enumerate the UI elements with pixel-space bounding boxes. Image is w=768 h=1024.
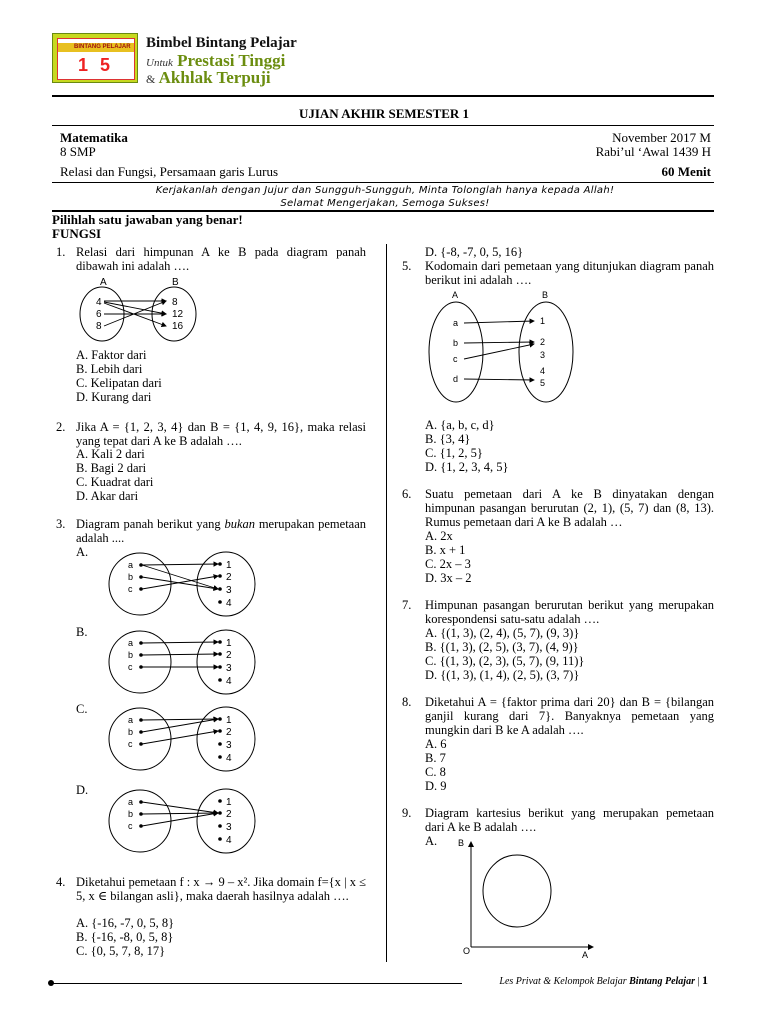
q5-option-b[interactable]: B. {3, 4} bbox=[425, 432, 471, 446]
q1-set-b-label: B bbox=[172, 277, 179, 288]
q3-arrow bbox=[142, 719, 218, 732]
q3-arrow bbox=[142, 731, 218, 744]
q3-codomain-item: 2 bbox=[226, 727, 232, 738]
q3-domain-item: b bbox=[128, 650, 134, 660]
q3-codomain-dot bbox=[218, 729, 222, 733]
q2-option-d[interactable]: D. Akar dari bbox=[76, 489, 139, 503]
q1-a-item: 8 bbox=[96, 321, 102, 332]
q4-option-c[interactable]: C. {0, 5, 7, 8, 17} bbox=[76, 944, 166, 958]
q7-number: 7. bbox=[402, 598, 412, 612]
q3-domain-item: c bbox=[128, 821, 133, 831]
q3-arrow bbox=[142, 642, 218, 643]
q6-option-b[interactable]: B. x + 1 bbox=[425, 543, 466, 557]
q3-codomain-item: 2 bbox=[226, 572, 232, 583]
q3-codomain-item: 2 bbox=[226, 650, 232, 661]
section-title: FUNGSI bbox=[52, 226, 102, 241]
q3-codomain-dot bbox=[218, 600, 222, 604]
q3-codomain-item: 2 bbox=[226, 809, 232, 820]
q5-a-item: b bbox=[453, 338, 459, 348]
q5-a-item: a bbox=[453, 318, 459, 328]
slogan-2: Selamat Mengerjakan, Semoga Sukses! bbox=[280, 198, 490, 209]
q1-option-c[interactable]: C. Kelipatan dari bbox=[76, 376, 162, 390]
q8-text: Diketahui A = {faktor prima dari 20} dan B = {bilangan ganjil kurang dari 7}. Banyaknya pemetaan yang mungkin dari B ke A adalah …. bbox=[425, 695, 714, 737]
q9-number: 9. bbox=[402, 806, 412, 820]
q1-b-item: 8 bbox=[172, 297, 178, 308]
q9-x-axis-label: A bbox=[582, 950, 589, 960]
q3-option-d[interactable]: D. bbox=[76, 783, 89, 797]
brand-tagline-2: & Akhlak Terpuji bbox=[146, 68, 271, 87]
q3-codomain-dot bbox=[218, 837, 222, 841]
q3-diagram-c bbox=[108, 706, 258, 772]
logo-text: BINTANG PELAJAR bbox=[74, 44, 131, 50]
q5-arrow-diagram bbox=[420, 288, 590, 408]
q3-codomain-dot bbox=[218, 665, 222, 669]
q1-b-item: 16 bbox=[172, 321, 184, 332]
q3-domain-item: b bbox=[128, 809, 134, 819]
q1-a-item: 6 bbox=[96, 309, 102, 320]
q3-arrow bbox=[142, 813, 218, 814]
q3-codomain-item: 3 bbox=[226, 822, 232, 833]
q3-domain-ellipse bbox=[109, 790, 171, 852]
q5-a-item: d bbox=[453, 374, 459, 384]
q8-option-c[interactable]: C. 8 bbox=[425, 765, 446, 779]
duration: 60 Menit bbox=[661, 164, 711, 179]
q4-option-a[interactable]: A. {-16, -7, 0, 5, 8} bbox=[76, 916, 175, 930]
q3-codomain-item: 1 bbox=[226, 715, 232, 726]
q3-codomain-dot bbox=[218, 562, 222, 566]
instruction: Pilihlah satu jawaban yang benar! bbox=[52, 212, 243, 227]
q3-codomain-item: 4 bbox=[226, 753, 232, 764]
q3-codomain-item: 4 bbox=[226, 598, 232, 609]
q5-b-item: 3 bbox=[540, 350, 546, 360]
q3-arrow bbox=[142, 719, 218, 720]
q3-codomain-dot bbox=[218, 574, 222, 578]
q9-circle bbox=[483, 855, 551, 927]
q9-origin-label: O bbox=[463, 946, 471, 956]
q5-b-item: 5 bbox=[540, 378, 546, 388]
q3-domain-item: b bbox=[128, 572, 134, 582]
q8-option-d[interactable]: D. 9 bbox=[425, 779, 447, 793]
q3-option-a[interactable]: A. bbox=[76, 545, 89, 559]
topic: Relasi dan Fungsi, Persamaan garis Lurus bbox=[60, 164, 279, 179]
slogan-1: Kerjakanlah dengan Jujur dan Sungguh-Sungguh, Minta Tolonglah hanya kepada Allah! bbox=[155, 185, 615, 196]
q3-codomain-dot bbox=[218, 640, 222, 644]
q7-option-c[interactable]: C. {(1, 3), (2, 3), (5, 7), (9, 11)} bbox=[425, 654, 585, 668]
subject: Matematika bbox=[60, 130, 128, 145]
q3-option-c[interactable]: C. bbox=[76, 702, 88, 716]
q1-text: Relasi dari himpunan A ke B pada diagram panah dibawah ini adalah …. bbox=[76, 245, 366, 273]
q8-option-b[interactable]: B. 7 bbox=[425, 751, 446, 765]
q5-text: Kodomain dari pemetaan yang ditunjukan diagram panah berikut ini adalah …. bbox=[425, 259, 714, 287]
q4-option-b[interactable]: B. {-16, -8, 0, 5, 8} bbox=[76, 930, 174, 944]
footer-rule bbox=[52, 983, 462, 984]
q3-domain-item: a bbox=[128, 797, 134, 807]
q3-domain-ellipse bbox=[109, 708, 171, 770]
q2-number: 2. bbox=[56, 420, 66, 434]
q5-a-item: c bbox=[453, 354, 458, 364]
q3-codomain-item: 3 bbox=[226, 585, 232, 596]
q3-codomain-dot bbox=[218, 587, 222, 591]
q3-arrow bbox=[142, 813, 218, 826]
exam-title: UJIAN AKHIR SEMESTER 1 bbox=[298, 106, 470, 121]
q9-y-axis-label: B bbox=[458, 838, 465, 848]
footer-text: Les Privat & Kelompok Belajar Bintang Pelajar | 1 bbox=[499, 973, 708, 987]
footer-bullet bbox=[48, 980, 54, 986]
column-divider bbox=[386, 244, 387, 962]
q1-arrow bbox=[104, 302, 166, 314]
date-masehi: November 2017 M bbox=[612, 130, 711, 145]
brand-tagline-1: Untuk Prestasi Tinggi bbox=[146, 51, 286, 70]
q3-domain-ellipse bbox=[109, 631, 171, 693]
q3-domain-item: c bbox=[128, 662, 133, 672]
q3-codomain-item: 3 bbox=[226, 740, 232, 751]
logo: BINTANG PELAJAR 1 5 bbox=[52, 33, 138, 83]
q7-text: Himpunan pasangan berurutan berikut yang merupakan korespondensi satu-satu adalah …. bbox=[425, 598, 714, 626]
q6-option-d[interactable]: D. 3x – 2 bbox=[425, 571, 472, 585]
q3-arrow bbox=[142, 564, 218, 565]
q3-codomain-item: 1 bbox=[226, 797, 232, 808]
q3-codomain-item: 1 bbox=[226, 638, 232, 649]
q5-number: 5. bbox=[402, 259, 412, 273]
q4-number: 4. bbox=[56, 875, 66, 889]
q4-option-d[interactable]: D. {-8, -7, 0, 5, 16} bbox=[425, 245, 524, 259]
q4-text: Diketahui pemetaan f : x → 9 – x². Jika domain f={x | x ≤ 5, x ∈ bilangan asli}, maka daerah hasilnya adalah …. bbox=[76, 875, 366, 903]
q3-codomain-item: 3 bbox=[226, 663, 232, 674]
q3-codomain-dot bbox=[218, 678, 222, 682]
q3-codomain-item: 4 bbox=[226, 676, 232, 687]
brand-name: Bimbel Bintang Pelajar bbox=[146, 35, 297, 51]
q3-domain-item: a bbox=[128, 715, 134, 725]
q3-number: 3. bbox=[56, 517, 66, 531]
q5-set-a-label: A bbox=[452, 290, 459, 300]
q3-domain-ellipse bbox=[109, 553, 171, 615]
q3-diagram-d bbox=[108, 788, 258, 854]
q3-codomain-dot bbox=[218, 652, 222, 656]
q8-option-a[interactable]: A. 6 bbox=[425, 737, 447, 751]
q5-option-a[interactable]: A. {a, b, c, d} bbox=[425, 418, 495, 432]
q5-set-b-ellipse bbox=[519, 302, 573, 402]
q2-option-a[interactable]: A. Kali 2 dari bbox=[76, 447, 145, 461]
q3-domain-item: c bbox=[128, 739, 133, 749]
q5-b-item: 1 bbox=[540, 316, 546, 326]
q9-text: Diagram kartesius berikut yang merupakan pemetaan dari A ke B adalah …. bbox=[425, 806, 714, 834]
q1-set-a-label: A bbox=[100, 277, 107, 288]
q5-set-b-label: B bbox=[542, 290, 549, 300]
q3-codomain-dot bbox=[218, 742, 222, 746]
q3-codomain-item: 4 bbox=[226, 835, 232, 846]
q1-b-item: 12 bbox=[172, 309, 184, 320]
q2-option-c[interactable]: C. Kuadrat dari bbox=[76, 475, 154, 489]
q7-option-d[interactable]: D. {(1, 3), (1, 4), (2, 5), (3, 7)} bbox=[425, 668, 580, 682]
q8-number: 8. bbox=[402, 695, 412, 709]
q1-option-b[interactable]: B. Lebih dari bbox=[76, 362, 143, 376]
q3-codomain-item: 1 bbox=[226, 560, 232, 571]
class: 8 SMP bbox=[60, 144, 96, 159]
q9-option-a[interactable]: A. bbox=[425, 834, 438, 848]
divider bbox=[52, 182, 714, 183]
q1-a-item: 4 bbox=[96, 297, 102, 308]
q3-domain-item: c bbox=[128, 584, 133, 594]
q5-option-c[interactable]: C. {1, 2, 5} bbox=[425, 446, 483, 460]
q3-codomain-dot bbox=[218, 717, 222, 721]
q9-cartesian-diagram bbox=[455, 836, 605, 961]
q3-arrow bbox=[142, 565, 218, 589]
q6-option-c[interactable]: C. 2x – 3 bbox=[425, 557, 471, 571]
q3-diagram-b bbox=[108, 629, 258, 695]
q3-domain-item: a bbox=[128, 638, 134, 648]
q3-arrow bbox=[142, 654, 218, 655]
divider bbox=[52, 125, 714, 126]
q7-option-b[interactable]: B. {(1, 3), (2, 5), (3, 7), (4, 9)} bbox=[425, 640, 579, 654]
q3-codomain-dot bbox=[218, 811, 222, 815]
q6-text: Suatu pemetaan dari A ke B dinyatakan dengan himpunan pasangan berurutan (2, 1), (5, 7) dan (8, 13). Rumus pemetaan dari A ke B adalah … bbox=[425, 487, 714, 529]
q3-arrow bbox=[142, 802, 218, 813]
q5-arrow bbox=[464, 344, 534, 359]
q7-option-a[interactable]: A. {(1, 3), (2, 4), (5, 7), (9, 3)} bbox=[425, 626, 580, 640]
q3-codomain-dot bbox=[218, 799, 222, 803]
q3-codomain-dot bbox=[218, 755, 222, 759]
q1-option-a[interactable]: A. Faktor dari bbox=[76, 348, 147, 362]
q2-option-b[interactable]: B. Bagi 2 dari bbox=[76, 461, 147, 475]
q5-b-item: 4 bbox=[540, 366, 546, 376]
q2-text: Jika A = {1, 2, 3, 4} dan B = {1, 4, 9, 16}, maka relasi yang tepat dari A ke B adalah …. bbox=[76, 420, 366, 448]
q3-domain-item: b bbox=[128, 727, 134, 737]
q6-number: 6. bbox=[402, 487, 412, 501]
q5-arrow bbox=[464, 342, 534, 343]
q5-option-d[interactable]: D. {1, 2, 3, 4, 5} bbox=[425, 460, 509, 474]
q3-codomain-dot bbox=[218, 824, 222, 828]
q3-option-b[interactable]: B. bbox=[76, 625, 88, 639]
q3-domain-item: a bbox=[128, 560, 134, 570]
date-hijri: Rabi’ul ‘Awal 1439 H bbox=[595, 144, 711, 159]
q5-b-item: 2 bbox=[540, 337, 546, 347]
divider bbox=[52, 95, 714, 97]
q3-text: Diagram panah berikut yang bukan merupakan pemetaan adalah .... bbox=[76, 517, 367, 545]
q1-option-d[interactable]: D. Kurang dari bbox=[76, 390, 152, 404]
q1-number: 1. bbox=[56, 245, 66, 259]
q5-set-a-ellipse bbox=[429, 302, 483, 402]
q5-arrow bbox=[464, 321, 534, 323]
q6-option-a[interactable]: A. 2x bbox=[425, 529, 453, 543]
q3-diagram-a bbox=[108, 551, 258, 617]
